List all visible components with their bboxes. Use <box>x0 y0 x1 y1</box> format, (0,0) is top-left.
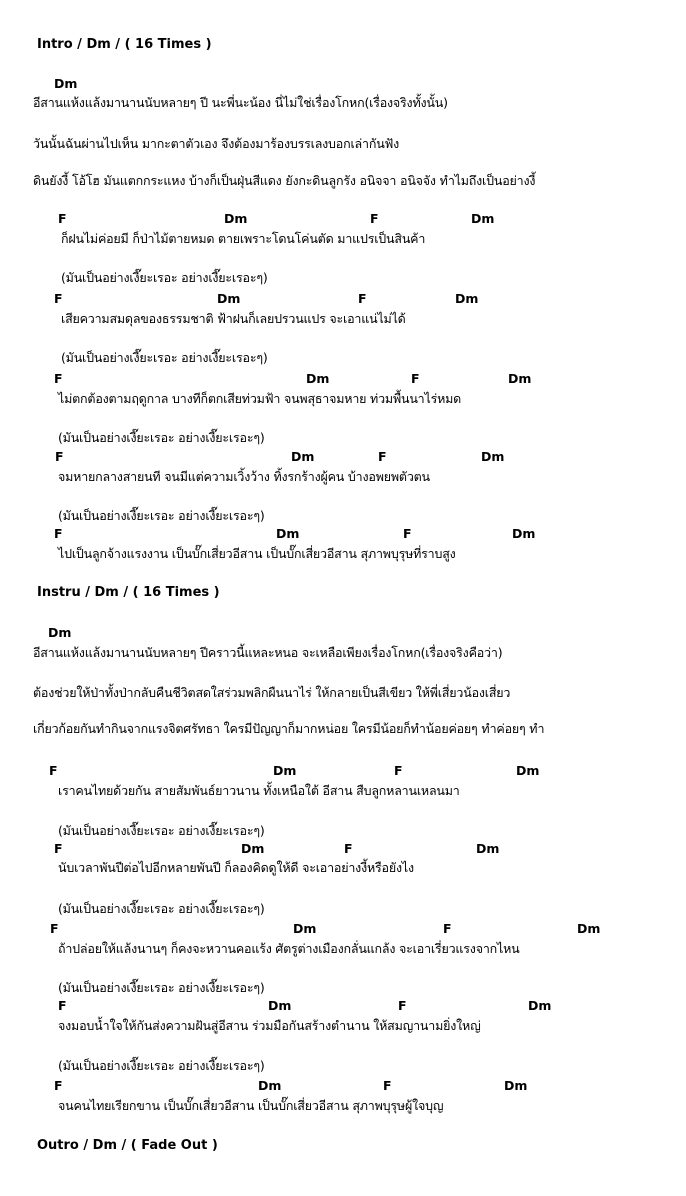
chord-f: F <box>398 998 407 1013</box>
refrain-line: (มันเป็นอย่างเงี๊ยะเรอะ อย่างเงี๊ยะเรอะๆ) <box>58 508 265 523</box>
chord-f: F <box>58 211 67 226</box>
chord-dm: Dm <box>224 211 248 226</box>
chord-f: F <box>54 1078 63 1093</box>
refrain-line: (มันเป็นอย่างเงี๊ยะเรอะ อย่างเงี๊ยะเรอะๆ) <box>58 980 265 995</box>
lyric-line: จงมอบน้ำใจให้กันส่งความฝันสู่อีสาน ร่วมมือกันสร้างตำนาน ให้สมญานามยิ่งใหญ่ <box>58 1018 481 1033</box>
lyric-line: วันนั้นฉันผ่านไปเห็น มากะตาตัวเอง จึงต้องมาร้องบรรเลงบอกเล่ากันฟัง <box>33 136 400 151</box>
refrain-line: (มันเป็นอย่างเงี๊ยะเรอะ อย่างเงี๊ยะเรอะๆ) <box>58 901 265 916</box>
chord-dm: Dm <box>217 291 241 306</box>
chord-dm: Dm <box>528 998 552 1013</box>
section-instru: Instru / Dm / ( 16 Times ) <box>37 585 220 600</box>
chord-f: F <box>370 211 379 226</box>
chord-dm: Dm <box>306 371 330 386</box>
refrain-line: (มันเป็นอย่างเงี๊ยะเรอะ อย่างเงี๊ยะเรอะๆ) <box>61 270 268 285</box>
lyric-line: ไม่ตกต้องตามฤดูกาล บางทีก็ตกเสียท่วมฟ้า จนพสุธาจมหาย ท่วมพื้นนาไร่หมด <box>58 391 462 406</box>
lyric-line: นับเวลาพันปีต่อไปอีกหลายพันปี ก็ลองคิดดูให้ดี จะเอาอย่างงี้หรือยังไง <box>58 860 414 875</box>
lyric-line: จมหายกลางสายนที จนมีแต่ความเวิ้งว้าง ทิ้งรกร้างผู้คน บ้างอพยพตัวตน <box>58 469 430 484</box>
section-outro: Outro / Dm / ( Fade Out ) <box>37 1138 218 1153</box>
lyric-line: อีสานแห้งแล้งมานานนับหลายๆ ปี นะพี่นะน้อง นี่ไม่ใช่เรื่องโกหก(เรื่องจริงทั้งนั้น) <box>33 95 448 110</box>
chord-f: F <box>54 371 63 386</box>
chord-f: F <box>54 291 63 306</box>
chord-f: F <box>358 291 367 306</box>
chord-dm: Dm <box>508 371 532 386</box>
lyric-line: ต้องช่วยให้ป่าทั้งป่ากลับคืนชีวิตสดใสร่วมพลิกผืนนาไร่ ให้กลายเป็นสีเขียว ให้พี่เสี่ยวน้องเสี่ยว <box>33 685 511 700</box>
lyric-line: ก็ฝนไม่ค่อยมี ก็ป่าไม้ตายหมด ตายเพราะโดนโค่นตัด มาแปรเป็นสินค้า <box>61 231 426 246</box>
refrain-line: (มันเป็นอย่างเงี๊ยะเรอะ อย่างเงี๊ยะเรอะๆ) <box>61 350 268 365</box>
lyric-line: ไปเป็นลูกจ้างแรงงาน เป็นบั๊กเสี่ยวอีสาน เป็นบั๊กเสี่ยวอีสาน สุภาพบุรุษที่ราบสูง <box>58 546 456 561</box>
chord-dm: Dm <box>516 763 540 778</box>
chord-f: F <box>54 526 63 541</box>
chord-dm: Dm <box>504 1078 528 1093</box>
chord-f: F <box>54 841 63 856</box>
lyric-line: จนคนไทยเรียกขาน เป็นบั๊กเสี่ยวอีสาน เป็นบั๊กเสี่ยวอีสาน สุภาพบุรุษผู้ใจบุญ <box>58 1098 444 1113</box>
chord-f: F <box>55 449 64 464</box>
lyric-line: เราคนไทยด้วยกัน สายสัมพันธ์ยาวนาน ทั้งเหนือใต้ อีสาน สืบลูกหลานเหลนมา <box>58 783 460 798</box>
lyric-line: เสียความสมดุลของธรรมชาติ ฟ้าฝนก็เลยปรวนแปร จะเอาแน่ไม่ได้ <box>61 311 406 326</box>
chord-f: F <box>394 763 403 778</box>
chord-dm: Dm <box>268 998 292 1013</box>
chord-dm: Dm <box>241 841 265 856</box>
chord-dm: Dm <box>276 526 300 541</box>
refrain-line: (มันเป็นอย่างเงี๊ยะเรอะ อย่างเงี๊ยะเรอะๆ) <box>58 430 265 445</box>
chord-dm: Dm <box>476 841 500 856</box>
chord-dm: Dm <box>512 526 536 541</box>
chord-dm: Dm <box>481 449 505 464</box>
chord-f: F <box>383 1078 392 1093</box>
chord-f: F <box>378 449 387 464</box>
chord-f: F <box>50 921 59 936</box>
chord-f: F <box>58 998 67 1013</box>
chord-dm: Dm <box>471 211 495 226</box>
lyric-line: ดินยังงี้ โอ้โฮ มันแตกกระแหง บ้างก็เป็นฝุ่นสีแดง ยังกะดินลูกรัง อนิจจา อนิจจัง ทำไมถึงเป็นอย่างงี้ <box>33 173 536 188</box>
chord-dm: Dm <box>577 921 601 936</box>
chord-dm: Dm <box>48 625 72 640</box>
chord-f: F <box>411 371 420 386</box>
lyric-line: ถ้าปล่อยให้แล้งนานๆ ก็คงจะหวานคอแร้ง ศัตรูต่างเมืองกลั่นแกล้ง จะเอาเรี่ยวแรงจากไหน <box>58 941 520 956</box>
chord-f: F <box>49 763 58 778</box>
refrain-line: (มันเป็นอย่างเงี๊ยะเรอะ อย่างเงี๊ยะเรอะๆ) <box>58 1058 265 1073</box>
chord-f: F <box>443 921 452 936</box>
chord-dm: Dm <box>273 763 297 778</box>
chord-f: F <box>344 841 353 856</box>
chord-dm: Dm <box>258 1078 282 1093</box>
chord-dm: Dm <box>455 291 479 306</box>
chord-dm: Dm <box>54 76 78 91</box>
chord-f: F <box>403 526 412 541</box>
section-intro: Intro / Dm / ( 16 Times ) <box>37 37 212 52</box>
lyric-line: เกี่ยวก้อยกันทำกินจากแรงจิตศรัทธา ใครมีปัญญาก็มากหน่อย ใครมีน้อยก็ทำน้อยค่อยๆ ทำค่อยๆ ทำ <box>33 721 545 736</box>
refrain-line: (มันเป็นอย่างเงี๊ยะเรอะ อย่างเงี๊ยะเรอะๆ) <box>58 823 265 838</box>
lyric-line: อีสานแห้งแล้งมานานนับหลายๆ ปีคราวนี้แหละหนอ จะเหลือเพียงเรื่องโกหก(เรื่องจริงคือว่า) <box>33 645 503 660</box>
chord-dm: Dm <box>293 921 317 936</box>
chord-dm: Dm <box>291 449 315 464</box>
